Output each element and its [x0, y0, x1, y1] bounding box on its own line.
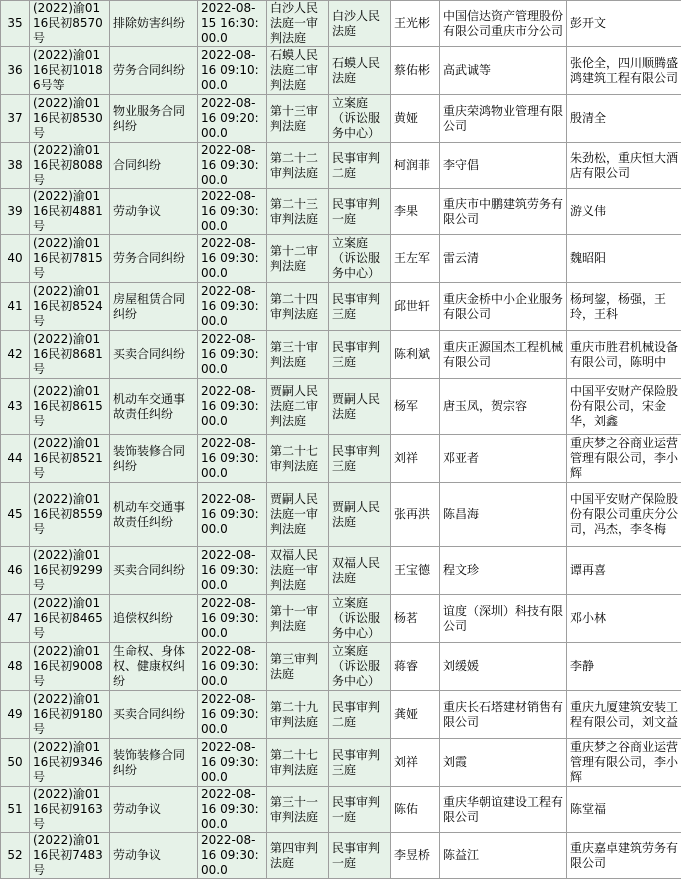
judge: 陈利斌: [391, 331, 440, 379]
case-cause: 合同纠纷: [110, 143, 198, 189]
case-cause: 追偿权纠纷: [110, 595, 198, 643]
plaintiff: 重庆正源国杰工程机械有限公司: [440, 331, 567, 379]
hearing-time: 2022-08-16 09:30:00.0: [198, 379, 267, 435]
case-cause: 装饰装修合同纠纷: [110, 739, 198, 787]
defendant: 游义伟: [567, 189, 681, 235]
plaintiff: 谊度（深圳）科技有限公司: [440, 595, 567, 643]
tribunal: 立案庭（诉讼服务中心）: [329, 95, 391, 143]
hearing-time: 2022-08-16 09:30:00.0: [198, 595, 267, 643]
tribunal: 石蟆人民法庭: [329, 47, 391, 95]
case-number: (2022)渝0116民初9008号: [30, 643, 110, 691]
defendant: 殷清全: [567, 95, 681, 143]
tribunal: 立案庭（诉讼服务中心）: [329, 643, 391, 691]
courtroom: 第二十三审判法庭: [267, 189, 329, 235]
plaintiff: 程文珍: [440, 547, 567, 595]
case-number: (2022)渝0116民初9299号: [30, 547, 110, 595]
table-row: [1, 189, 681, 235]
courtroom: 双福人民法庭一审判法庭: [267, 547, 329, 595]
courtroom: 贾嗣人民法庭一审判法庭: [267, 483, 329, 547]
plaintiff: 邓亚者: [440, 435, 567, 483]
judge: 刘祥: [391, 739, 440, 787]
plaintiff: 刘缓媛: [440, 643, 567, 691]
hearing-time: 2022-08-16 09:30:00.0: [198, 235, 267, 283]
case-cause: 买卖合同纠纷: [110, 331, 198, 379]
hearing-time: 2022-08-16 09:30:00.0: [198, 143, 267, 189]
row-number: 47: [1, 595, 30, 643]
case-cause: 房屋租赁合同纠纷: [110, 283, 198, 331]
tribunal: 立案庭（诉讼服务中心）: [329, 235, 391, 283]
defendant: 重庆市胜君机械设备有限公司，陈明中: [567, 331, 681, 379]
table-row: [1, 379, 681, 435]
plaintiff: 重庆华朝谊建设工程有限公司: [440, 787, 567, 833]
table-row: [1, 235, 681, 283]
plaintiff: 雷云清: [440, 235, 567, 283]
courtroom: 第四审判法庭: [267, 833, 329, 879]
hearing-time: 2022-08-16 09:30:00.0: [198, 643, 267, 691]
table-row: [1, 739, 681, 787]
tribunal: 贾嗣人民法庭: [329, 379, 391, 435]
hearing-time: 2022-08-16 09:30:00.0: [198, 547, 267, 595]
courtroom: 白沙人民法庭一审判法庭: [267, 1, 329, 47]
row-number: 51: [1, 787, 30, 833]
hearing-time: 2022-08-16 09:30:00.0: [198, 331, 267, 379]
tribunal: 民事审判二庭: [329, 691, 391, 739]
judge: 刘祥: [391, 435, 440, 483]
row-number: 37: [1, 95, 30, 143]
tribunal: 双福人民法庭: [329, 547, 391, 595]
table-row: [1, 833, 681, 879]
courtroom: 第二十四审判法庭: [267, 283, 329, 331]
defendant: 中国平安财产保险股份有限公司，宋金华，刘鑫: [567, 379, 681, 435]
hearing-time: 2022-08-16 09:10:00.0: [198, 47, 267, 95]
row-number: 45: [1, 483, 30, 547]
hearing-time: 2022-08-16 09:30:00.0: [198, 283, 267, 331]
tribunal: 民事审判三庭: [329, 739, 391, 787]
judge: 柯润菲: [391, 143, 440, 189]
table-row: [1, 331, 681, 379]
defendant: 重庆嘉卓建筑劳务有限公司: [567, 833, 681, 879]
plaintiff: 李守倡: [440, 143, 567, 189]
plaintiff: 重庆金桥中小企业服务有限公司: [440, 283, 567, 331]
defendant: 谭再喜: [567, 547, 681, 595]
table-row: [1, 547, 681, 595]
tribunal: 民事审判一庭: [329, 787, 391, 833]
case-number: (2022)渝0116民初8570号: [30, 1, 110, 47]
defendant: 陈堂福: [567, 787, 681, 833]
plaintiff: 重庆市中鹏建筑劳务有限公司: [440, 189, 567, 235]
plaintiff: 重庆长石塔建材销售有限公司: [440, 691, 567, 739]
courtroom: 第二十二审判法庭: [267, 143, 329, 189]
judge: 王左军: [391, 235, 440, 283]
row-number: 50: [1, 739, 30, 787]
courtroom: 第二十七审判法庭: [267, 435, 329, 483]
case-cause: 劳务合同纠纷: [110, 47, 198, 95]
row-number: 48: [1, 643, 30, 691]
case-cause: 劳务合同纠纷: [110, 235, 198, 283]
tribunal: 白沙人民法庭: [329, 1, 391, 47]
table-row: [1, 435, 681, 483]
courtroom: 第十二审判法庭: [267, 235, 329, 283]
case-number: (2022)渝0116民初9346号: [30, 739, 110, 787]
judge: 李昱桥: [391, 833, 440, 879]
courtroom: 贾嗣人民法庭二审判法庭: [267, 379, 329, 435]
hearing-time: 2022-08-16 09:30:00.0: [198, 739, 267, 787]
plaintiff: 陈昌海: [440, 483, 567, 547]
hearing-time: 2022-08-16 09:30:00.0: [198, 189, 267, 235]
hearing-time: 2022-08-16 09:30:00.0: [198, 691, 267, 739]
row-number: 46: [1, 547, 30, 595]
defendant: 重庆九厦建筑安装工程有限公司，刘文益: [567, 691, 681, 739]
case-cause: 劳动争议: [110, 189, 198, 235]
defendant: 重庆梦之谷商业运营管理有限公司，李小辉: [567, 739, 681, 787]
row-number: 35: [1, 1, 30, 47]
case-number: (2022)渝0116民初9163号: [30, 787, 110, 833]
case-number: (2022)渝0116民初8465号: [30, 595, 110, 643]
judge: 李果: [391, 189, 440, 235]
courtroom: 第十三审判法庭: [267, 95, 329, 143]
case-cause: 买卖合同纠纷: [110, 547, 198, 595]
case-number: (2022)渝0116民初8088号: [30, 143, 110, 189]
defendant: 张伦全，四川顺腾盛鸿建筑工程有限公司: [567, 47, 681, 95]
plaintiff: 唐玉凤，贺宗容: [440, 379, 567, 435]
row-number: 52: [1, 833, 30, 879]
judge: 黄娅: [391, 95, 440, 143]
row-number: 41: [1, 283, 30, 331]
case-number: (2022)渝0116民初8521号: [30, 435, 110, 483]
case-number: (2022)渝0116民初9180号: [30, 691, 110, 739]
judge: 王宝德: [391, 547, 440, 595]
hearing-time: 2022-08-16 09:20:00.0: [198, 95, 267, 143]
case-number: (2022)渝0116民初8524号: [30, 283, 110, 331]
row-number: 38: [1, 143, 30, 189]
plaintiff: 中国信达资产管理股份有限公司重庆市分公司: [440, 1, 567, 47]
row-number: 40: [1, 235, 30, 283]
table-row: [1, 283, 681, 331]
row-number: 44: [1, 435, 30, 483]
tribunal: 民事审判二庭: [329, 143, 391, 189]
defendant: 魏昭阳: [567, 235, 681, 283]
defendant: 杨珂鋆，杨强，王玲，王科: [567, 283, 681, 331]
courtroom: 第三十一审判法庭: [267, 787, 329, 833]
case-number: (2022)渝0116民初7815号: [30, 235, 110, 283]
plaintiff: 陈益江: [440, 833, 567, 879]
tribunal: 民事审判三庭: [329, 331, 391, 379]
defendant: 李静: [567, 643, 681, 691]
case-cause: 机动车交通事故责任纠纷: [110, 483, 198, 547]
judge: 龚娅: [391, 691, 440, 739]
judge: 王光彬: [391, 1, 440, 47]
case-cause: 物业服务合同纠纷: [110, 95, 198, 143]
table-row: [1, 643, 681, 691]
hearing-time: 2022-08-16 09:30:00.0: [198, 435, 267, 483]
table-row: [1, 47, 681, 95]
case-number: (2022)渝0116民初8530号: [30, 95, 110, 143]
case-number: (2022)渝0116民初4881号: [30, 189, 110, 235]
tribunal: 民事审判一庭: [329, 189, 391, 235]
judge: 蔡佑彬: [391, 47, 440, 95]
table-row: [1, 95, 681, 143]
defendant: 中国平安财产保险股份有限公司重庆分公司，冯杰，李冬梅: [567, 483, 681, 547]
courtroom: 第二十七审判法庭: [267, 739, 329, 787]
plaintiff: 刘霞: [440, 739, 567, 787]
tribunal: 立案庭（诉讼服务中心）: [329, 595, 391, 643]
table-row: [1, 691, 681, 739]
case-number: (2022)渝0116民初10186号等: [30, 47, 110, 95]
table-body: [1, 1, 681, 879]
table-row: [1, 1, 681, 47]
tribunal: 民事审判三庭: [329, 435, 391, 483]
plaintiff: 高武诚等: [440, 47, 567, 95]
row-number: 42: [1, 331, 30, 379]
table-row: [1, 483, 681, 547]
case-cause: 买卖合同纠纷: [110, 691, 198, 739]
courtroom: 第十一审判法庭: [267, 595, 329, 643]
hearing-time: 2022-08-16 09:30:00.0: [198, 483, 267, 547]
judge: 杨茗: [391, 595, 440, 643]
tribunal: 民事审判三庭: [329, 283, 391, 331]
defendant: 重庆梦之谷商业运营管理有限公司，李小辉: [567, 435, 681, 483]
row-number: 43: [1, 379, 30, 435]
case-cause: 机动车交通事故责任纠纷: [110, 379, 198, 435]
courtroom: 第二十九审判法庭: [267, 691, 329, 739]
tribunal: 贾嗣人民法庭: [329, 483, 391, 547]
table-row: [1, 595, 681, 643]
case-cause: 生命权、身体权、健康权纠纷: [110, 643, 198, 691]
case-cause: 排除妨害纠纷: [110, 1, 198, 47]
judge: 邱世轩: [391, 283, 440, 331]
case-number: (2022)渝0116民初8615号: [30, 379, 110, 435]
judge: 蒋睿: [391, 643, 440, 691]
case-cause: 劳动争议: [110, 787, 198, 833]
courtroom: 第三审判法庭: [267, 643, 329, 691]
defendant: 朱劲松，重庆恒大酒店有限公司: [567, 143, 681, 189]
row-number: 49: [1, 691, 30, 739]
table-row: [1, 143, 681, 189]
case-cause: 劳动争议: [110, 833, 198, 879]
plaintiff: 重庆荣鸿物业管理有限公司: [440, 95, 567, 143]
case-number: (2022)渝0116民初8681号: [30, 331, 110, 379]
case-number: (2022)渝0116民初8559号: [30, 483, 110, 547]
row-number: 39: [1, 189, 30, 235]
hearing-time: 2022-08-16 09:30:00.0: [198, 833, 267, 879]
judge: 张再洪: [391, 483, 440, 547]
judge: 陈佑: [391, 787, 440, 833]
defendant: 邓小林: [567, 595, 681, 643]
row-number: 36: [1, 47, 30, 95]
table-row: [1, 787, 681, 833]
judge: 杨军: [391, 379, 440, 435]
courtroom: 第三十审判法庭: [267, 331, 329, 379]
defendant: 彭开文: [567, 1, 681, 47]
case-number: (2022)渝0116民初7483号: [30, 833, 110, 879]
tribunal: 民事审判一庭: [329, 833, 391, 879]
hearing-time: 2022-08-15 16:30:00.0: [198, 1, 267, 47]
hearing-time: 2022-08-16 09:30:00.0: [198, 787, 267, 833]
case-cause: 装饰装修合同纠纷: [110, 435, 198, 483]
courtroom: 石蟆人民法庭二审判法庭: [267, 47, 329, 95]
